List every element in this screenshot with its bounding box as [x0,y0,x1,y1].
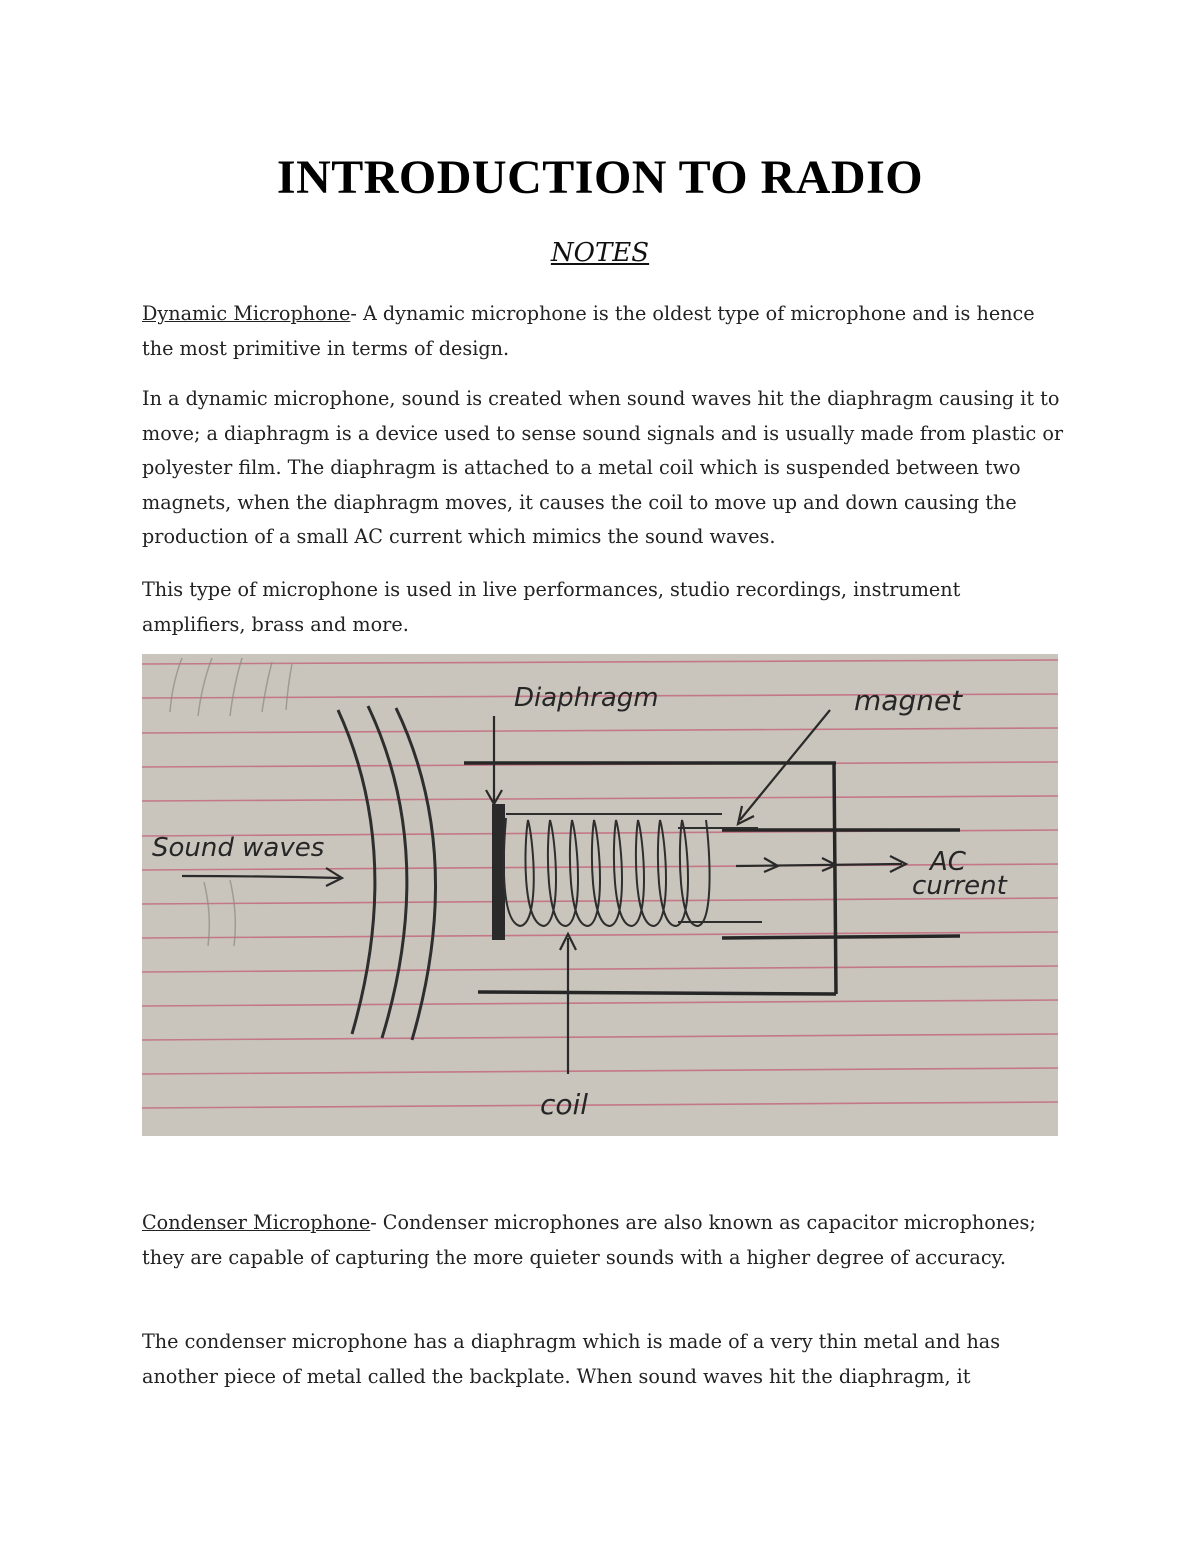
dynamic-intro-text: - A dynamic microphone is the oldest type of microphone and is hence the most primitive in terms of design. [142,302,1035,360]
sound-wave-arcs [338,706,436,1040]
page-title: INTRODUCTION TO RADIO [276,151,924,204]
page-subtitle: NOTES [550,238,650,268]
sound-waves-arrow [182,868,342,886]
label-sound-waves: Sound waves [152,833,325,863]
label-coil: coil [540,1088,589,1121]
ac-current-arrows [736,856,906,872]
dynamic-description-paragraph: In a dynamic microphone, sound is created when sound waves hit the diaphragm causing it to move; a diaphragm is a device used to sense sound signals and is usually made from plastic or polyester film. The diaphragm is attached to a metal coil which is suspended between two magnets, when the diaphragm moves, it causes the coil to move up and down causing the production of a small AC current which mimics the sound waves. [142,387,1064,548]
dynamic-microphone-diagram [142,654,1058,1136]
dynamic-intro-paragraph [142,297,1067,366]
magnet-arrow [738,710,830,824]
label-magnet: magnet [854,684,963,717]
dynamic-microphone-term: Dynamic Microphone [142,302,351,325]
condenser-description-paragraph: The condenser microphone has a diaphragm which is made of a very thin metal and has another piece of metal called the backplate. When sound waves hit the diaphragm, it [142,1330,1001,1388]
condenser-intro-paragraph [142,1206,1067,1275]
condenser-intro-text: - Condenser microphones are also known as capacitor microphones; they are capable of capturing the more quieter sounds with a higher degree of accuracy. [142,1211,1036,1269]
label-diaphragm: Diaphragm [514,683,659,713]
dynamic-usage-paragraph: This type of microphone is used in live performances, studio recordings, instrument amplifiers, brass and more. [142,578,961,636]
diaphragm-arrow [486,716,502,804]
condenser-microphone-term: Condenser Microphone [142,1211,371,1234]
label-current: current [912,871,1007,901]
diagram-drawing [142,654,1058,1136]
label-ac: AC [930,847,966,877]
